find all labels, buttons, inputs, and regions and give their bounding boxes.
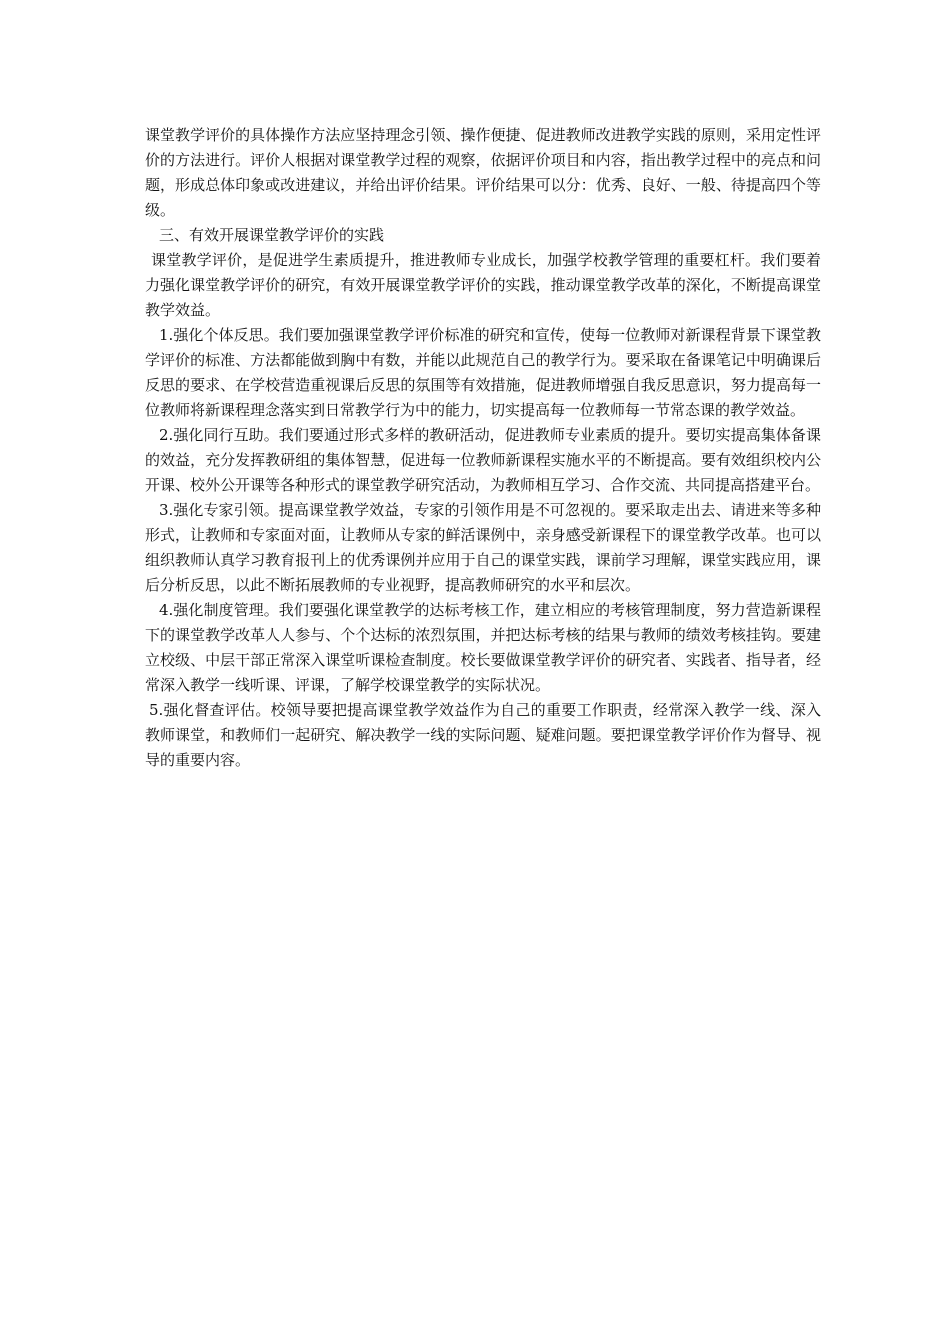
paragraph-peer-assistance: 2.强化同行互助。我们要通过形式多样的教研活动，促进教师专业素质的提升。要切实提高集体备课的效益，充分发挥教研组的集体智慧，促进每一位教师新课程实施水平的不断提高。要有效组织校内公开课、校外公开课等各种形式的课堂教学研究活动，为教师相互学习、合作交流、共同提高搭建平台。 <box>145 426 821 494</box>
paragraph-expert-guidance: 3.强化专家引领。提高课堂教学效益，专家的引领作用是不可忽视的。要采取走出去、请进来等多种形式，让教师和专家面对面，让教师从专家的鲜活课例中，亲身感受新课程下的课堂教学改革。也可以组织教师认真学习教育报刊上的优秀课例并应用于自己的课堂实践，课前学习理解，课堂实践应用，课后分析反思，以此不断拓展教师的专业视野，提高教师研究的水平和层次。 <box>145 501 821 594</box>
document-body <box>145 123 821 773</box>
section-heading-practice: 三、有效开展课堂教学评价的实践 <box>159 226 385 244</box>
paragraph-individual-reflection: 1.强化个体反思。我们要加强课堂教学评价标准的研究和宣传，使每一位教师对新课程背景下课堂教学评价的标准、方法都能做到胸中有数，并能以此规范自己的教学行为。要采取在备课笔记中明确课后反思的要求、在学校营造重视课后反思的氛围等有效措施，促进教师增强自我反思意识，努力提高每一位教师将新课程理念落实到日常教学行为中的能力，切实提高每一位教师每一节常态课的教学效益。 <box>145 326 821 419</box>
paragraph-supervision-assessment: 5.强化督查评估。校领导要把提高课堂教学效益作为自己的重要工作职责，经常深入教学一线、深入教师课堂，和教师们一起研究、解决教学一线的实际问题、疑难问题。要把课堂教学评价作为督导、视导的重要内容。 <box>145 701 821 769</box>
paragraph-practice-intro: 课堂教学评价，是促进学生素质提升，推进教师专业成长，加强学校教学管理的重要杠杆。我们要着力强化课堂教学评价的研究，有效开展课堂教学评价的实践，推动课堂教学改革的深化，不断提高课堂教学效益。 <box>145 251 821 319</box>
paragraph-evaluation-method: 课堂教学评价的具体操作方法应坚持理念引领、操作便捷、促进教师改进教学实践的原则，采用定性评价的方法进行。评价人根据对课堂教学过程的观察，依据评价项目和内容，指出教学过程中的亮点和问题，形成总体印象或改进建议，并给出评价结果。评价结果可以分：优秀、良好、一般、待提高四个等级。 <box>145 126 821 219</box>
paragraph-system-management: 4.强化制度管理。我们要强化课堂教学的达标考核工作，建立相应的考核管理制度，努力营造新课程下的课堂教学改革人人参与、个个达标的浓烈氛围，并把达标考核的结果与教师的绩效考核挂钩。要建立校级、中层干部正常深入课堂听课检查制度。校长要做课堂教学评价的研究者、实践者、指导者，经常深入教学一线听课、评课，了解学校课堂教学的实际状况。 <box>145 601 821 694</box>
